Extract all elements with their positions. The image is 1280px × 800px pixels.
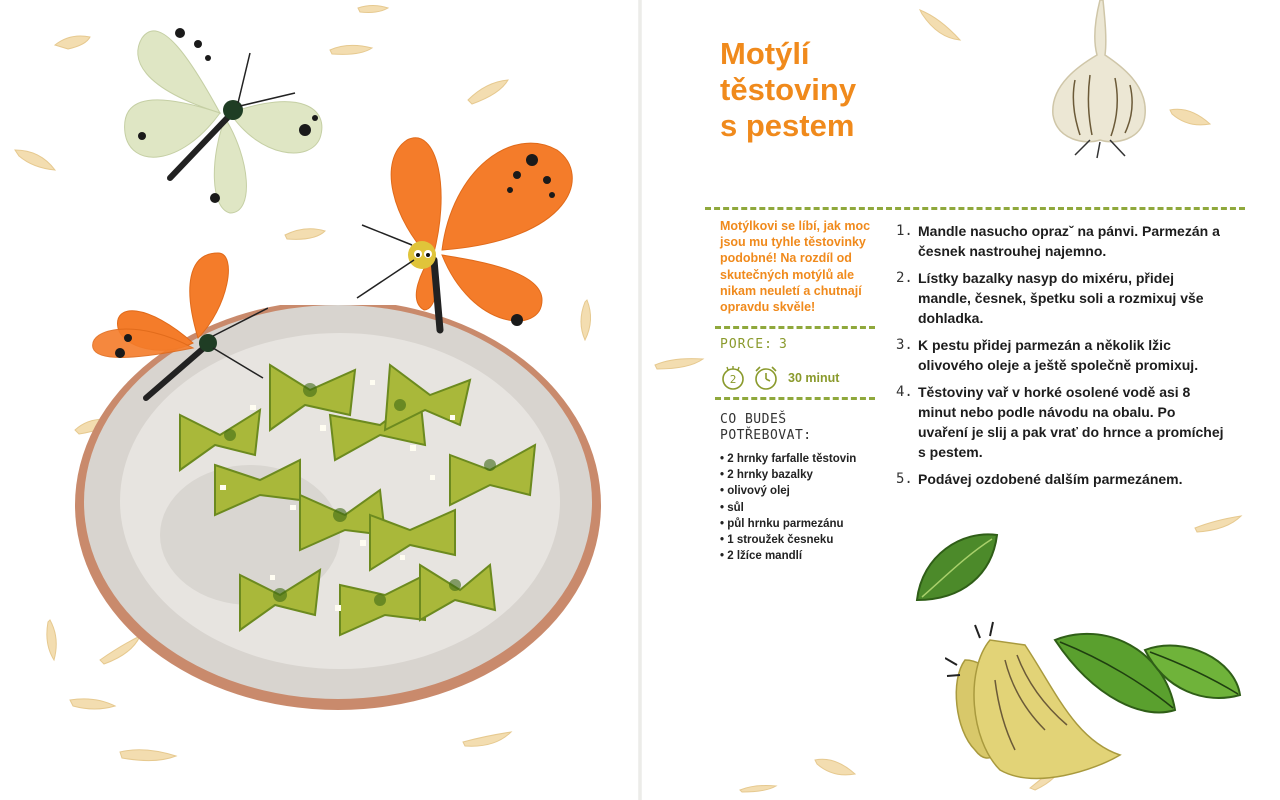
- step-item: [896, 469, 1226, 489]
- servings-icon: [720, 365, 746, 391]
- ingredients-heading-line-2: POTŘEBOVAT:: [720, 428, 812, 443]
- step-text: Mandle nasucho oprazˇ na pánvi. Parmezán a česnek nastrouhej najemno.: [918, 223, 1220, 259]
- ingredients-heading-line-1: CO BUDEŠ: [720, 412, 787, 427]
- title-line-2: těstoviny: [720, 72, 857, 107]
- ingredient-item: • olivový olej: [720, 483, 856, 499]
- divider-intro: [715, 326, 875, 329]
- servings-value: 3: [778, 337, 788, 352]
- step-number: 3.: [896, 337, 913, 353]
- recipe-title: [720, 36, 920, 144]
- garlic-basil-illustration: [945, 620, 1255, 800]
- meta-row: [720, 364, 839, 392]
- servings-line: [720, 337, 788, 352]
- step-item: [896, 335, 1226, 375]
- title-line-1: Motýlí: [720, 36, 810, 71]
- step-text: K pestu přidej parmezán a několik lžic olivového oleje a ještě společně promixuj.: [918, 337, 1199, 373]
- orange-butterfly-large: [352, 130, 592, 340]
- white-butterfly: [120, 18, 330, 218]
- ingredient-item: • 1 stroužek česneku: [720, 532, 856, 548]
- ingredient-item: • 2 hrnky bazalky: [720, 467, 856, 483]
- step-item: [896, 221, 1226, 261]
- title-line-3: s pestem: [720, 108, 855, 143]
- step-number: 4.: [896, 384, 913, 400]
- step-number: 5.: [896, 471, 913, 487]
- divider-top: [705, 207, 1245, 210]
- step-text: Těstoviny vař v horké osolené vodě asi 8 minut nebo podle návodu na obalu. Po uvaření je slij a pak vrať do hrnce a promíchej s pestem.: [918, 384, 1224, 460]
- divider-time: [715, 397, 875, 400]
- book-gutter: [638, 0, 642, 800]
- ingredient-item: • sůl: [720, 500, 856, 516]
- step-number: 1.: [896, 223, 913, 239]
- step-text: Podávej ozdobené dalším parmezánem.: [918, 471, 1183, 487]
- clock-icon: [752, 365, 780, 391]
- step-number: 2.: [896, 270, 913, 286]
- recipe-intro: Motýlkovi se líbí, jak moc jsou mu tyhle těstovinky podobné! Na rozdíl od skutečných motýlů ale nikam neuletí a chutnají opravdu skvěle!: [720, 219, 871, 315]
- step-item: [896, 382, 1226, 462]
- prep-time: 30 minut: [788, 371, 840, 385]
- orange-butterfly-small: [88, 248, 268, 408]
- garlic-illustration: [1045, 0, 1155, 160]
- step-item: [896, 268, 1226, 328]
- steps-list: [896, 221, 1226, 496]
- ingredient-item: • 2 hrnky farfalle těstovin: [720, 451, 856, 467]
- servings-label: PORCE:: [720, 337, 773, 352]
- basil-leaf-illustration: [912, 525, 1002, 605]
- step-text: Lístky bazalky nasyp do mixéru, přidej mandle, česnek, špetku soli a rozmixuj vše dohladka.: [918, 270, 1204, 326]
- ingredient-item: • půl hrnku parmezánu: [720, 516, 856, 532]
- ingredients-list: [720, 451, 856, 564]
- servings-icon-number: 2: [729, 373, 737, 386]
- ingredients-heading: [720, 412, 870, 444]
- ingredient-item: • 2 lžíce mandlí: [720, 548, 856, 564]
